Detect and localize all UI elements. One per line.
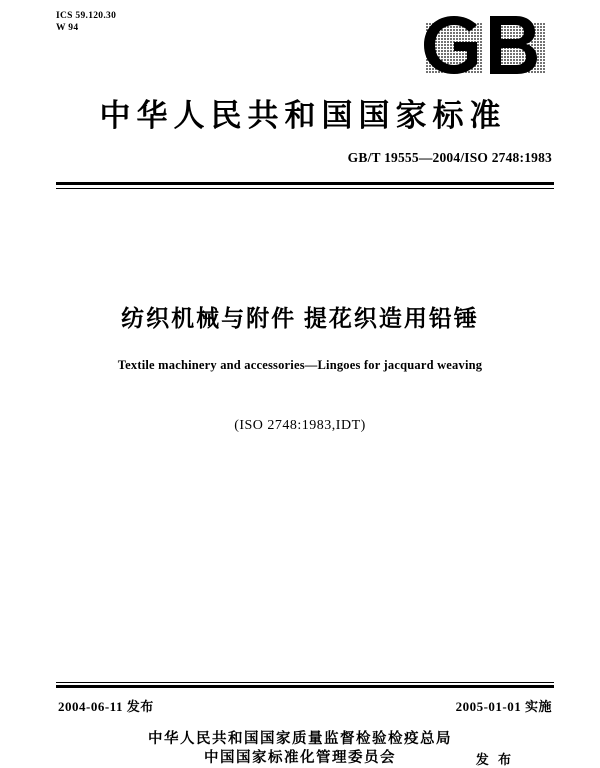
publish-date: 2004-06-11 发布: [58, 699, 154, 714]
divider-top-thin: [56, 188, 554, 189]
gb-logo-icon: [420, 14, 552, 78]
divider-bottom-thin: [56, 682, 554, 683]
page-title: 中华人民共和国国家标准: [99, 98, 507, 133]
divider-top-thick: [56, 182, 554, 185]
subject-title-chinese: 纺织机械与附件 提花织造用铅锤: [121, 306, 479, 331]
subject-title-english: Textile machinery and accessories—Lingoes for jacquard weaving: [117, 358, 483, 372]
effective-date: 2005-01-01 实施: [455, 699, 552, 714]
standard-number: GB/T 19555—2004/ISO 2748:1983: [347, 150, 552, 165]
issuer-line-2: 中国国家标准化管理委员会: [204, 750, 396, 766]
ics-code: ICS 59.120.30: [56, 11, 117, 21]
ics-classification-block: [56, 10, 116, 34]
ccs-code: W 94: [56, 23, 79, 33]
divider-bottom-thick: [56, 685, 554, 688]
iso-equivalence-note: (ISO 2748:1983,IDT): [234, 418, 366, 433]
issuer-line-1: 中华人民共和国国家质量监督检验检疫总局: [148, 731, 452, 747]
issue-label: 发 布: [475, 752, 514, 767]
